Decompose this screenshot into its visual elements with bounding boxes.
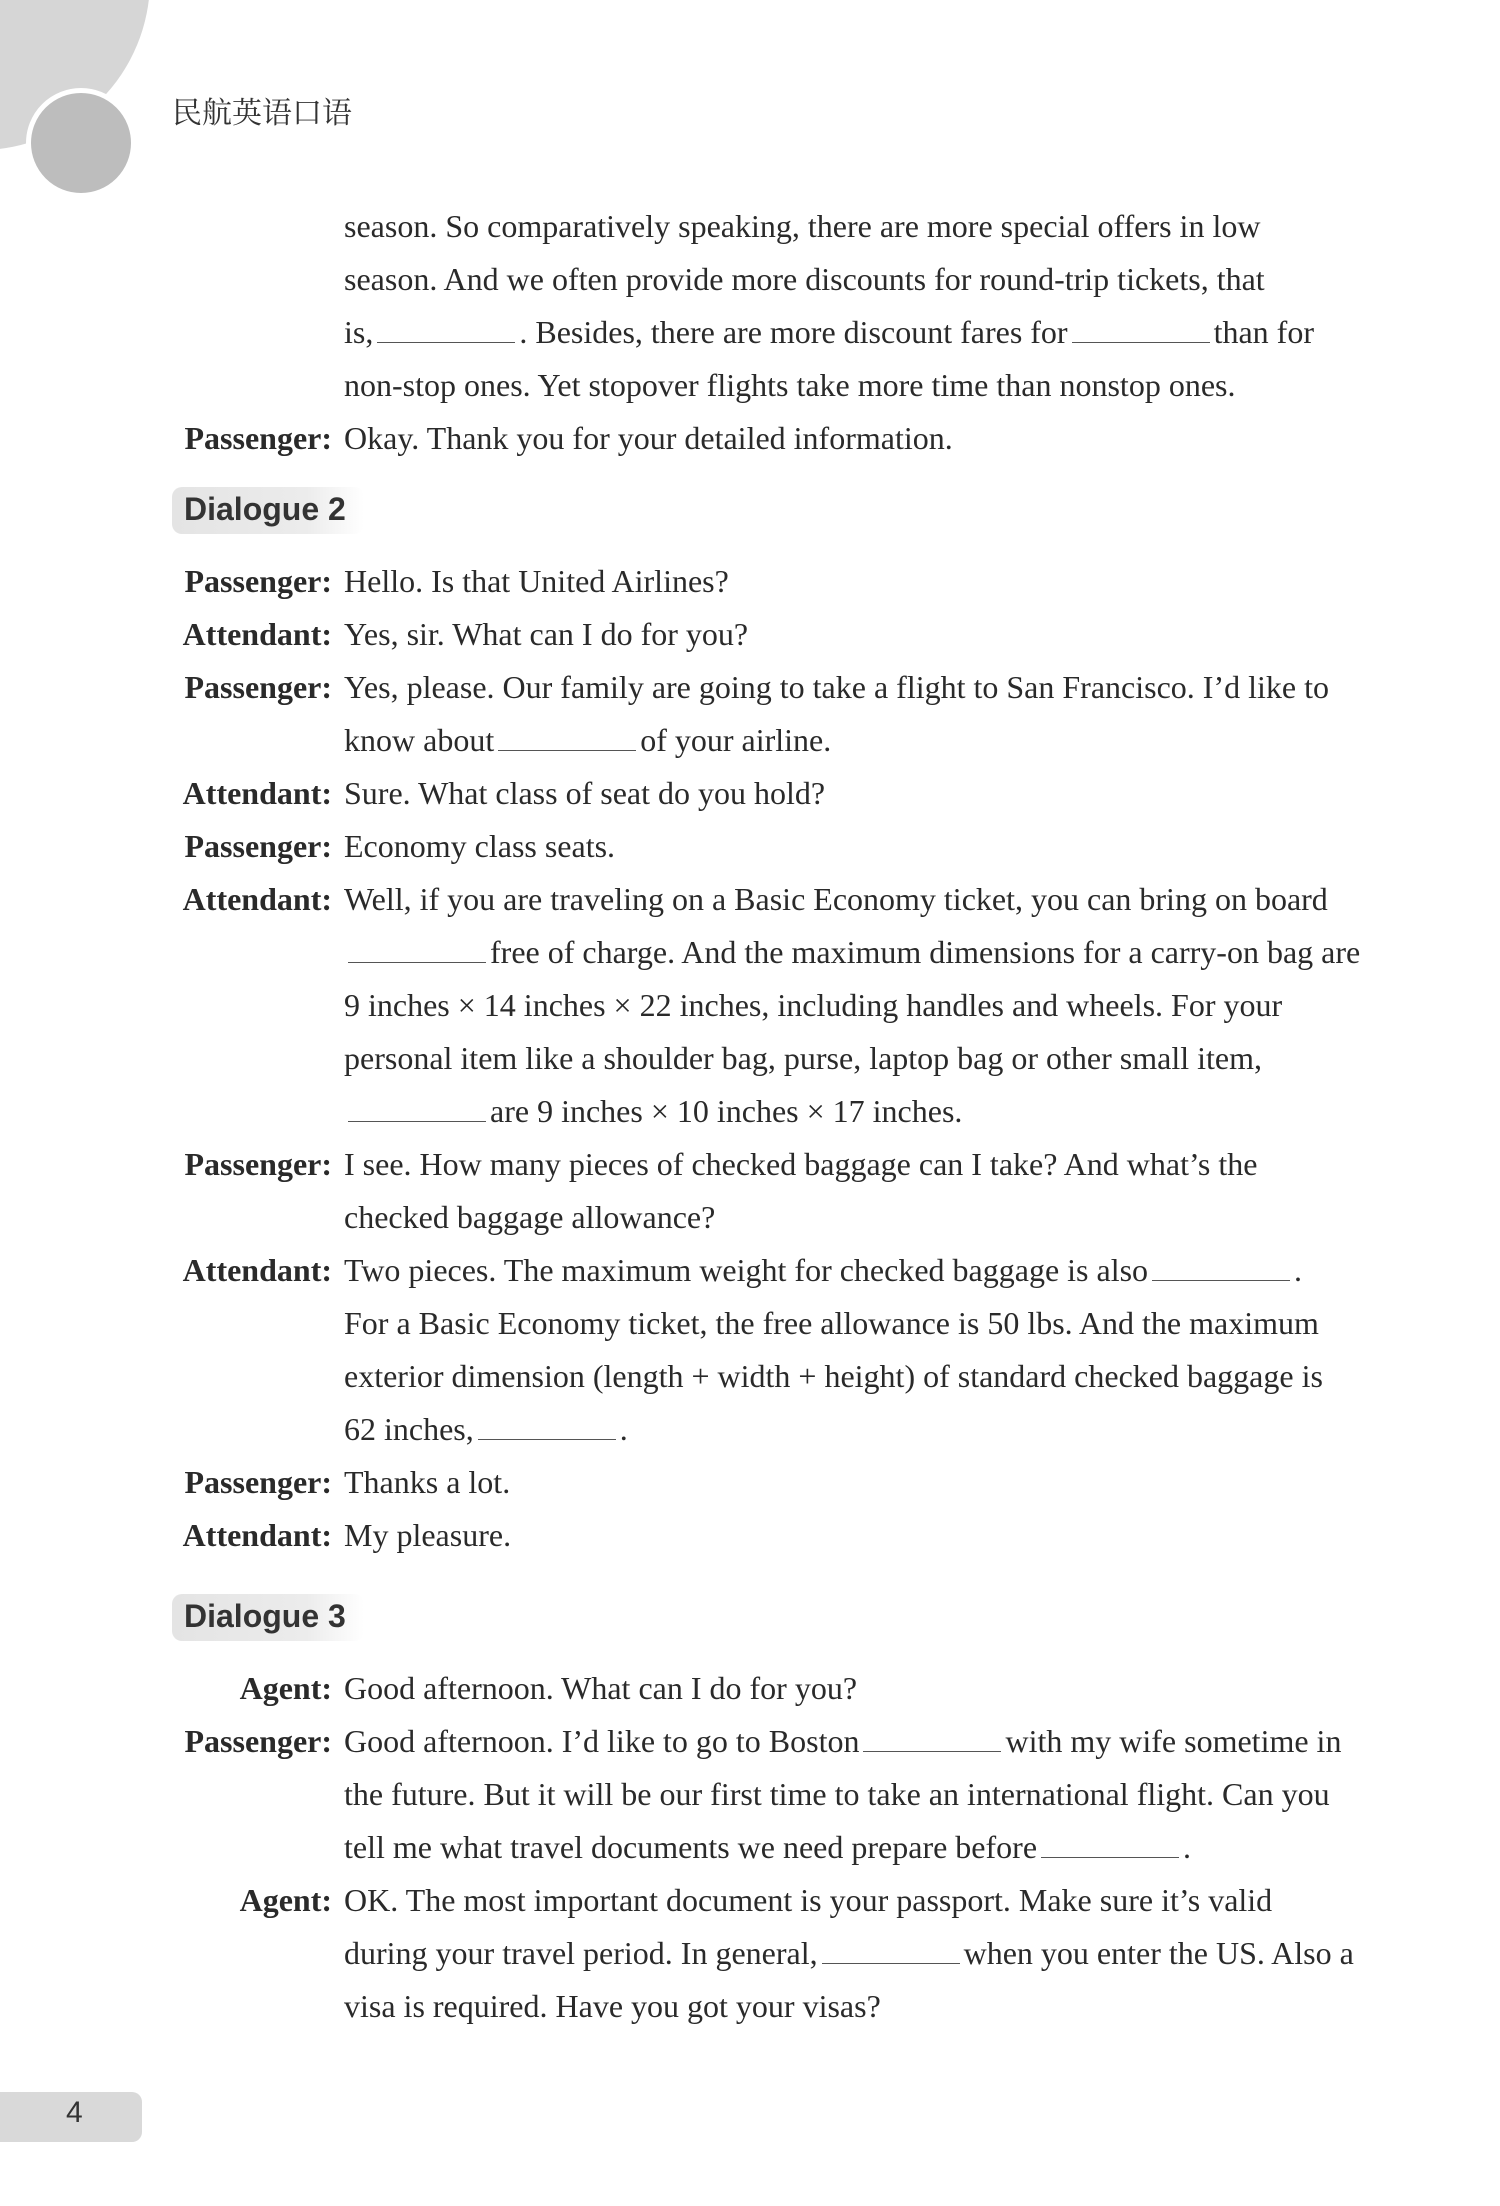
dialogue-line <box>172 767 1412 820</box>
page-number: 4 <box>66 2096 83 2129</box>
dialogue-text <box>344 1662 857 1715</box>
dialogue-line <box>172 1403 1412 1456</box>
speaker-label: Passenger: <box>184 1464 332 1500</box>
text-segment: personal item like a shoulder bag, purse, laptop bag or other small item, <box>344 1040 1262 1076</box>
dialogue-text <box>344 1085 962 1138</box>
dialogue-line <box>172 412 1412 465</box>
dialogue-text <box>344 873 1328 926</box>
text-segment: during your travel period. In general, <box>344 1935 818 1971</box>
dialogue-line <box>172 306 1412 359</box>
speaker-label: Passenger: <box>184 828 332 864</box>
dialogue-line <box>172 926 1412 979</box>
running-head: 民航英语口语 <box>172 96 352 131</box>
dialogue-line <box>172 253 1412 306</box>
answer-blank <box>1041 1856 1179 1858</box>
answer-blank <box>863 1750 1001 1752</box>
dialogue-line <box>172 714 1412 767</box>
text-segment: For a Basic Economy ticket, the free allowance is 50 lbs. And the maximum <box>344 1305 1319 1341</box>
text-segment: . <box>619 1411 628 1447</box>
dialogue-line <box>172 555 1412 608</box>
text-segment: 9 inches × 14 inches × 22 inches, including handles and wheels. For your <box>344 987 1283 1023</box>
corner-decoration-small <box>26 88 136 198</box>
text-segment: are 9 inches × 10 inches × 17 inches. <box>490 1093 963 1129</box>
text-segment: OK. The most important document is your passport. Make sure it’s valid <box>344 1882 1273 1918</box>
dialogue-line <box>172 873 1412 926</box>
dialogue-text <box>344 1874 1272 1927</box>
dialogue-text <box>344 714 831 767</box>
answer-blank <box>478 1438 616 1440</box>
text-segment: Yes, please. Our family are going to take a flight to San Francisco. I’d like to <box>344 669 1329 705</box>
dialogue-text <box>344 555 729 608</box>
dialogue-text <box>344 1509 511 1562</box>
text-segment: Economy class seats. <box>344 828 616 864</box>
dialogue-text <box>344 306 1314 359</box>
dialogue-line <box>172 1138 1412 1191</box>
dialogue-line <box>172 1085 1412 1138</box>
dialogue-line <box>172 200 1412 253</box>
dialogue-3-block <box>172 1662 1412 2033</box>
dialogue-text <box>344 661 1329 714</box>
text-segment: with my wife sometime in <box>1005 1723 1342 1759</box>
page-content <box>172 200 1412 2033</box>
text-segment: Thanks a lot. <box>344 1464 511 1500</box>
dialogue-text <box>344 200 1260 253</box>
dialogue-line <box>172 1874 1412 1927</box>
text-segment: Two pieces. The maximum weight for checked baggage is also <box>344 1252 1149 1288</box>
dialogue-text <box>344 1980 881 2033</box>
dialogue-text <box>344 359 1235 412</box>
text-segment: tell me what travel documents we need prepare before <box>344 1829 1038 1865</box>
dialogue-text <box>344 1138 1257 1191</box>
speaker-label: Agent: <box>239 1882 332 1918</box>
dialogue-2-heading: Dialogue 2 <box>172 487 364 534</box>
dialogue-text <box>344 1403 628 1456</box>
dialogue-3-heading-wrap <box>172 1562 1412 1662</box>
answer-blank <box>348 1120 486 1122</box>
answer-blank <box>1152 1279 1290 1281</box>
dialogue-line <box>172 1715 1412 1768</box>
text-segment: the future. But it will be our first time to take an international flight. Can you <box>344 1776 1330 1812</box>
dialogue-line <box>172 1980 1412 2033</box>
dialogue-line <box>172 1456 1412 1509</box>
dialogue-text <box>344 1927 1354 1980</box>
dialogue-line <box>172 1032 1412 1085</box>
continuation-block <box>172 200 1412 465</box>
text-segment: when you enter the US. Also a <box>963 1935 1354 1971</box>
speaker-label: Attendant: <box>182 775 332 811</box>
text-segment: exterior dimension (length + width + height) of standard checked baggage is <box>344 1358 1323 1394</box>
text-segment: than for <box>1213 314 1314 350</box>
dialogue-line <box>172 1297 1412 1350</box>
dialogue-text <box>344 1821 1191 1874</box>
dialogue-text <box>344 820 615 873</box>
dialogue-line <box>172 1191 1412 1244</box>
dialogue-text <box>344 1297 1319 1350</box>
dialogue-line <box>172 608 1412 661</box>
text-segment: Good afternoon. What can I do for you? <box>344 1670 858 1706</box>
text-segment: season. So comparatively speaking, there are more special offers in low <box>344 208 1261 244</box>
text-segment: visa is required. Have you got your visas? <box>344 1988 881 2024</box>
text-segment: of your airline. <box>640 722 832 758</box>
text-segment: know about <box>344 722 495 758</box>
dialogue-3-heading: Dialogue 3 <box>172 1594 364 1641</box>
speaker-label: Passenger: <box>184 1146 332 1182</box>
dialogue-line <box>172 979 1412 1032</box>
speaker-label: Passenger: <box>184 420 332 456</box>
dialogue-text <box>344 767 825 820</box>
dialogue-line <box>172 1927 1412 1980</box>
dialogue-line <box>172 1350 1412 1403</box>
text-segment: . Besides, there are more discount fares for <box>519 314 1068 350</box>
text-segment: Okay. Thank you for your detailed information. <box>344 420 953 456</box>
speaker-label: Passenger: <box>184 1723 332 1759</box>
dialogue-text <box>344 1768 1330 1821</box>
text-segment: 62 inches, <box>344 1411 474 1447</box>
text-segment: Sure. What class of seat do you hold? <box>344 775 826 811</box>
text-segment: Hello. Is that United Airlines? <box>344 563 729 599</box>
dialogue-text <box>344 1191 715 1244</box>
dialogue-text <box>344 979 1282 1032</box>
speaker-label: Attendant: <box>182 881 332 917</box>
answer-blank <box>498 749 636 751</box>
dialogue-text <box>344 412 953 465</box>
dialogue-line <box>172 359 1412 412</box>
dialogue-2-heading-wrap <box>172 465 1412 555</box>
speaker-label: Attendant: <box>182 1517 332 1553</box>
dialogue-line <box>172 661 1412 714</box>
speaker-label: Attendant: <box>182 616 332 652</box>
speaker-label: Agent: <box>239 1670 332 1706</box>
text-segment: I see. How many pieces of checked baggage can I take? And what’s the <box>344 1146 1258 1182</box>
text-segment: Good afternoon. I’d like to go to Boston <box>344 1723 860 1759</box>
text-segment: Well, if you are traveling on a Basic Economy ticket, you can bring on board <box>344 881 1328 917</box>
text-segment: . <box>1294 1252 1303 1288</box>
dialogue-text <box>344 1715 1341 1768</box>
dialogue-line <box>172 1509 1412 1562</box>
speaker-label: Attendant: <box>182 1252 332 1288</box>
dialogue-text <box>344 926 1360 979</box>
answer-blank <box>1072 341 1210 343</box>
dialogue-text <box>344 1032 1262 1085</box>
dialogue-line <box>172 820 1412 873</box>
dialogue-line <box>172 1662 1412 1715</box>
text-segment: My pleasure. <box>344 1517 512 1553</box>
dialogue-2-block <box>172 555 1412 1562</box>
dialogue-line <box>172 1244 1412 1297</box>
text-segment: season. And we often provide more discounts for round-trip tickets, that <box>344 261 1265 297</box>
answer-blank <box>348 961 486 963</box>
text-segment: free of charge. And the maximum dimensions for a carry-on bag are <box>490 934 1361 970</box>
dialogue-line <box>172 1768 1412 1821</box>
text-segment: is, <box>344 314 374 350</box>
dialogue-text <box>344 608 748 661</box>
dialogue-text <box>344 1350 1323 1403</box>
dialogue-text <box>344 1244 1302 1297</box>
text-segment: non-stop ones. Yet stopover flights take more time than nonstop ones. <box>344 367 1236 403</box>
answer-blank <box>377 341 515 343</box>
dialogue-line <box>172 1821 1412 1874</box>
speaker-label: Passenger: <box>184 563 332 599</box>
dialogue-text <box>344 253 1265 306</box>
text-segment: Yes, sir. What can I do for you? <box>344 616 749 652</box>
text-segment: checked baggage allowance? <box>344 1199 716 1235</box>
speaker-label: Passenger: <box>184 669 332 705</box>
text-segment: . <box>1183 1829 1192 1865</box>
dialogue-text <box>344 1456 510 1509</box>
answer-blank <box>822 1962 960 1964</box>
